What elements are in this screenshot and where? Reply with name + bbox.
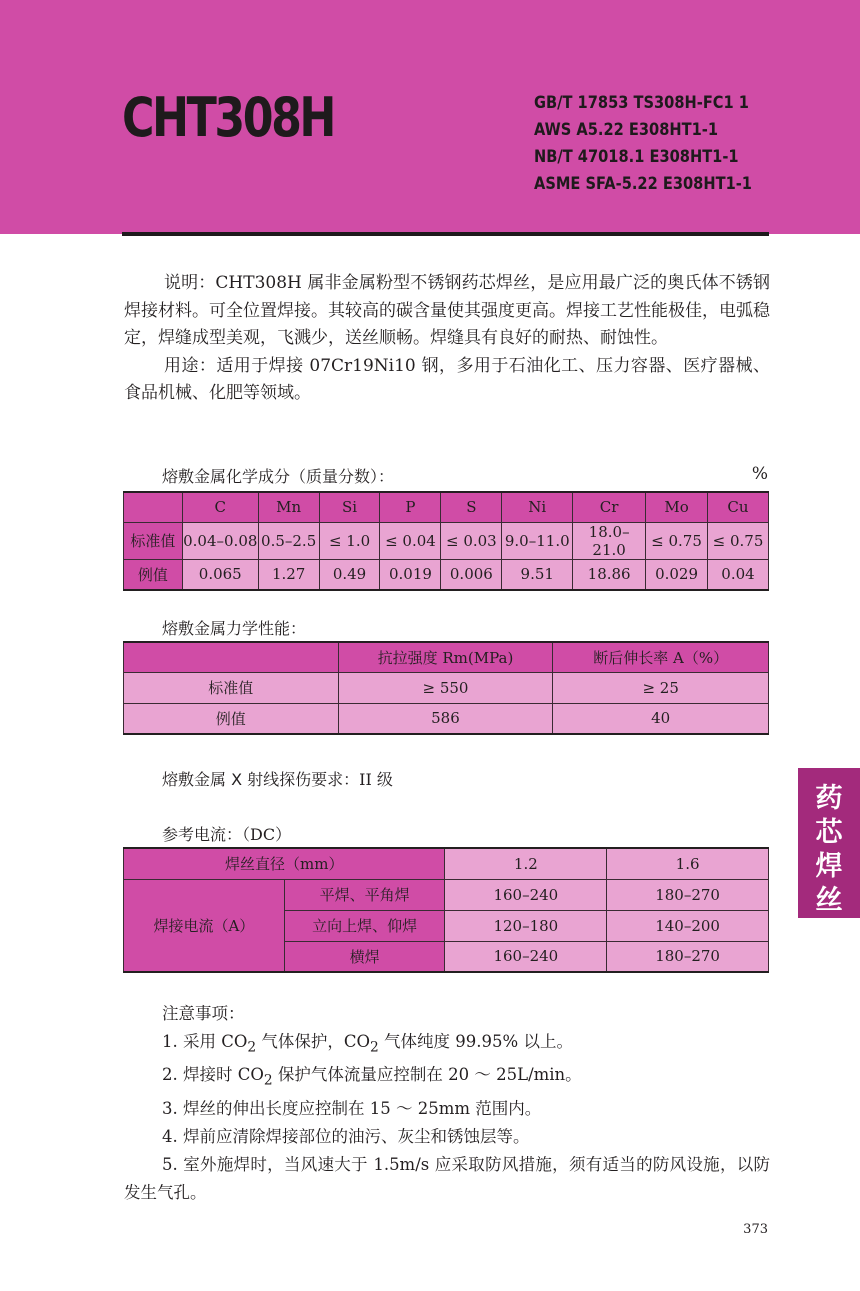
table-cell: ≤ 1.0 bbox=[319, 522, 380, 559]
notes-title: 注意事项： bbox=[162, 1004, 245, 1023]
usage-label: 用途： bbox=[164, 355, 217, 376]
header-cell: 焊丝直径（mm） bbox=[124, 848, 445, 879]
header-cell: Si bbox=[319, 492, 380, 522]
header-cell: Cu bbox=[708, 492, 769, 522]
current-title bbox=[162, 822, 291, 845]
table-cell: 0.04 bbox=[708, 559, 769, 590]
note-item bbox=[124, 1028, 770, 1061]
table-cell: 1.27 bbox=[258, 559, 319, 590]
header-cell: P bbox=[380, 492, 441, 522]
description bbox=[124, 270, 770, 408]
table-row bbox=[124, 703, 769, 734]
current-table bbox=[123, 847, 769, 973]
standards-list bbox=[534, 90, 752, 198]
standard-line: AWS A5.22 E308HT1-1 bbox=[534, 120, 719, 140]
note-text: 1. 采用 CO bbox=[162, 1032, 248, 1051]
current-type: （DC） bbox=[242, 825, 292, 844]
header-cell: 断后伸长率 A（%） bbox=[553, 642, 769, 672]
standard-line: NB/T 47018.1 E308HT1-1 bbox=[534, 147, 739, 167]
note-item: 3. 焊丝的伸出长度应控制在 15 ～ 25mm 范围内。 bbox=[162, 1098, 542, 1118]
header-cell: Ni bbox=[502, 492, 573, 522]
xray-value: II 级 bbox=[359, 770, 393, 789]
table-cell: 0.49 bbox=[319, 559, 380, 590]
note-item: 4. 焊前应清除焊接部位的油污、灰尘和锈蚀层等。 bbox=[162, 1126, 530, 1146]
note-text: 2. 焊接时 CO bbox=[162, 1065, 264, 1085]
xray-requirement bbox=[162, 767, 393, 790]
chemical-unit: % bbox=[751, 464, 768, 484]
table-cell: 0.065 bbox=[182, 559, 258, 590]
row-label: 例值 bbox=[124, 559, 183, 590]
usage-paragraph bbox=[124, 353, 770, 408]
header-cell: 1.6 bbox=[607, 848, 769, 879]
row-label: 标准值 bbox=[124, 672, 339, 703]
xray-label: 熔敷金属 X 射线探伤要求： bbox=[162, 770, 360, 789]
table-cell: 18.86 bbox=[573, 559, 646, 590]
page-number: 373 bbox=[743, 1222, 768, 1237]
standard-line: ASME SFA-5.22 E308HT1-1 bbox=[534, 174, 752, 194]
section-side-tab bbox=[798, 768, 860, 918]
table-row bbox=[124, 559, 769, 590]
table-cell: 120–180 bbox=[445, 910, 607, 941]
note-text: 保护气体流量应控制在 20 ～ 25L/min。 bbox=[272, 1065, 582, 1085]
header-cell: C bbox=[182, 492, 258, 522]
table-cell: ≤ 0.03 bbox=[441, 522, 502, 559]
row-label: 平焊、平角焊 bbox=[284, 879, 445, 910]
header-cell: Cr bbox=[573, 492, 646, 522]
current-label: 参考电流： bbox=[162, 825, 243, 844]
description-paragraph bbox=[124, 270, 770, 353]
table-cell: 180–270 bbox=[607, 879, 769, 910]
table-cell: 160–240 bbox=[445, 879, 607, 910]
table-cell: ≤ 0.75 bbox=[708, 522, 769, 559]
table-row bbox=[124, 522, 769, 559]
table-row bbox=[124, 672, 769, 703]
product-model: CHT308H bbox=[122, 86, 335, 149]
mechanical-table bbox=[123, 641, 769, 735]
table-cell: 40 bbox=[553, 703, 769, 734]
table-cell: 160–240 bbox=[445, 941, 607, 972]
row-label: 横焊 bbox=[284, 941, 445, 972]
table-cell: 9.51 bbox=[502, 559, 573, 590]
table-cell: ≥ 25 bbox=[553, 672, 769, 703]
header-cell: 抗拉强度 Rm(MPa) bbox=[338, 642, 553, 672]
table-row bbox=[124, 879, 769, 910]
row-group-label: 焊接电流（A） bbox=[124, 879, 285, 972]
row-label: 例值 bbox=[124, 703, 339, 734]
note-item: 5. 室外施焊时，当风速大于 1.5m/s 应采取防风措施，须有适当的防风设施，以防发生气孔。 bbox=[124, 1154, 770, 1202]
side-tab-char: 芯 bbox=[815, 817, 843, 848]
subscript: 2 bbox=[370, 1039, 379, 1056]
table-cell: 180–270 bbox=[607, 941, 769, 972]
table-cell: 0.5–2.5 bbox=[258, 522, 319, 559]
table-cell: 18.0–21.0 bbox=[573, 522, 646, 559]
header-cell: 1.2 bbox=[445, 848, 607, 879]
row-label: 标准值 bbox=[124, 522, 183, 559]
chemical-table bbox=[123, 491, 769, 591]
header-cell: Mn bbox=[258, 492, 319, 522]
note-text: 气体保护，CO bbox=[256, 1032, 371, 1051]
header-rule bbox=[122, 232, 769, 236]
table-cell: ≤ 0.75 bbox=[646, 522, 708, 559]
note-text: 气体纯度 99.95% 以上。 bbox=[378, 1032, 573, 1051]
header-cell bbox=[124, 492, 183, 522]
side-tab-char: 药 bbox=[815, 783, 843, 814]
side-tab-char: 丝 bbox=[815, 885, 843, 916]
subscript: 2 bbox=[263, 1072, 273, 1089]
header-cell: S bbox=[441, 492, 502, 522]
chemical-title: 熔敷金属化学成分（质量分数）： bbox=[162, 467, 395, 486]
header-cell: Mo bbox=[646, 492, 708, 522]
table-cell: 0.04–0.08 bbox=[182, 522, 258, 559]
description-text: CHT308H 属非金属粉型不锈钢药芯焊丝，是应用最广泛的奥氏体不锈钢焊接材料。可全位置焊接。其较高的碳含量使其强度更高。焊接工艺性能极佳，电弧稳定，焊缝成型美观，飞溅少，送丝顺畅。焊缝具有良好的耐热、耐蚀性。 bbox=[124, 273, 770, 348]
table-cell: 140–200 bbox=[607, 910, 769, 941]
table-cell: 586 bbox=[338, 703, 553, 734]
header-cell bbox=[124, 642, 339, 672]
note-item bbox=[124, 1061, 770, 1094]
description-label: 说明： bbox=[164, 273, 216, 293]
table-cell: 0.019 bbox=[380, 559, 441, 590]
side-tab-char: 焊 bbox=[815, 851, 843, 882]
table-cell: ≥ 550 bbox=[338, 672, 553, 703]
row-label: 立向上焊、仰焊 bbox=[284, 910, 445, 941]
standard-line: GB/T 17853 TS308H-FC1 1 bbox=[534, 93, 749, 113]
mechanical-title: 熔敷金属力学性能： bbox=[162, 619, 307, 638]
table-cell: 9.0–11.0 bbox=[502, 522, 573, 559]
table-cell: 0.029 bbox=[646, 559, 708, 590]
table-cell: ≤ 0.04 bbox=[380, 522, 441, 559]
notes bbox=[124, 1000, 770, 1207]
subscript: 2 bbox=[247, 1039, 257, 1056]
table-cell: 0.006 bbox=[441, 559, 502, 590]
usage-text: 适用于焊接 07Cr19Ni10 钢，多用于石油化工、压力容器、医疗器械、食品机械、化肥等领域。 bbox=[124, 355, 771, 403]
